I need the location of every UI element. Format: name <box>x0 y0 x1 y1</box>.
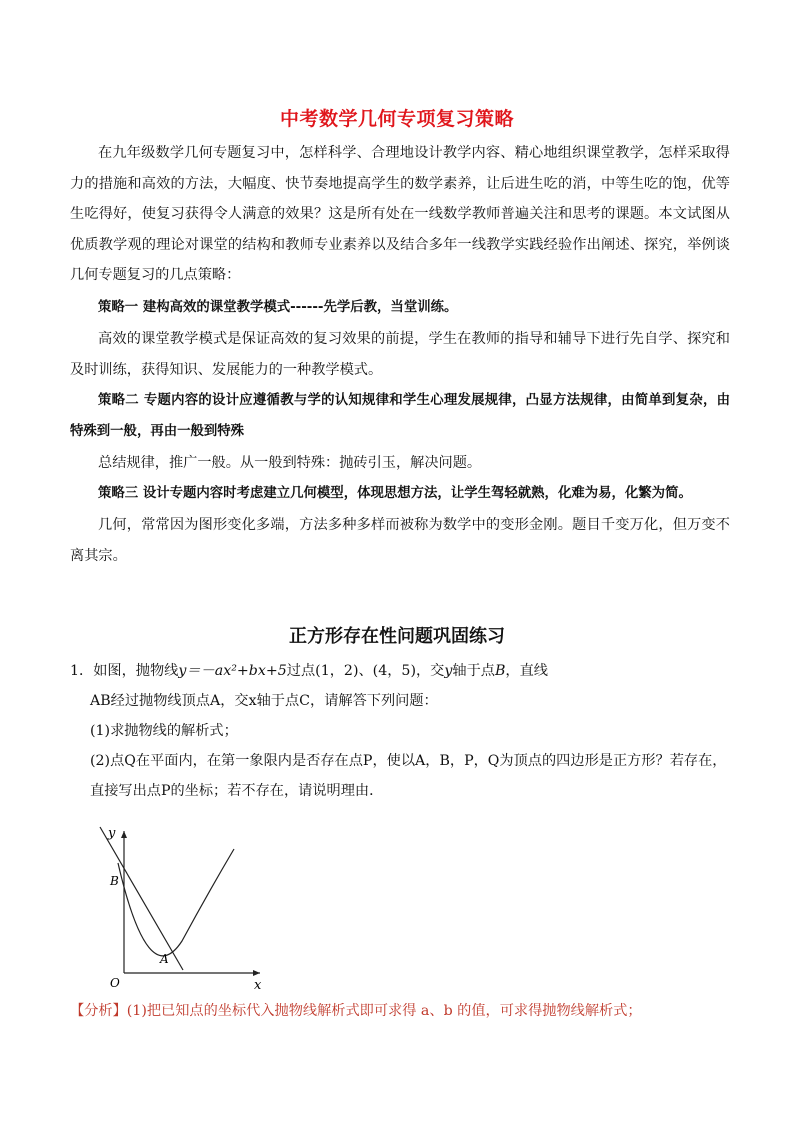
exercise-title: 正方形存在性问题巩固练习 <box>289 626 505 647</box>
strategy2-text: 总结规律，推广一般。从一般到特殊：抛砖引玉，解决问题。 <box>98 455 482 471</box>
analysis-text: (1)把已知点的坐标代入抛物线解析式即可求得 a、b 的值，可求得抛物线解析式； <box>126 1003 642 1019</box>
line-ab <box>100 827 183 970</box>
document-title: 中考数学几何专项复习策略 <box>279 108 514 130</box>
q1-formula: y＝－ax²+bx+5 <box>178 663 287 679</box>
label-y: y <box>108 826 116 841</box>
strategy1-heading: 策略一 建构高效的课堂教学模式------先学后教，当堂训练。 <box>98 300 458 315</box>
x-axis-arrow-icon <box>253 970 260 976</box>
strategy1-text: 高效的课堂教学模式是保证高效的复习效果的前提，学生在教师的指导和辅导下进行先自学、探究和及时训练，获得知识、发展能力的一种教学模式。 <box>70 331 730 378</box>
label-point-a: A <box>160 952 169 966</box>
q1-text-b: 过点(1，2)、(4，5)，交 <box>286 663 445 679</box>
q1-text-f: ，直线 <box>505 663 548 679</box>
question-number: 1． <box>70 663 94 679</box>
q1-text-a: 如图，抛物线 <box>93 663 179 679</box>
q1-text-d: 轴于点 <box>452 663 495 679</box>
q1-var-b: B <box>494 663 506 679</box>
q1-var-y: y <box>444 663 453 679</box>
label-point-b: B <box>110 874 119 888</box>
label-origin: O <box>110 976 120 990</box>
parabola-curve <box>118 849 234 956</box>
q1-part2: (2)点Q在平面内，在第一象限内是否存在点P，使以A，B，P，Q为顶点的四边形是正方形？若存在，直接写出点P的坐标；若不存在，请说明理由． <box>90 753 727 799</box>
intro-paragraph: 在九年级数学几何专题复习中，怎样科学、合理地设计教学内容、精心地组织课堂教学，怎样采取得力的措施和高效的方法，大幅度、快节奏地提高学生的数学素养，让后进生吃的消，中等生吃的饱，优等生吃得好，使复习获得令人满意的效果？这是所有处在一线数学教师普遍关注和思考的课题。本文试图从优质教学观的理论对课堂的结构和教师专业素养以及结合多年一线教学实践经验作出阐述、探究，举例谈几何专题复习的几点策略： <box>70 145 730 283</box>
strategy2-heading: 策略二 专题内容的设计应遵循教与学的认知规律和学生心理发展规律，凸显方法规律，由简单到复杂，由特殊到一般，再由一般到特殊 <box>70 393 730 439</box>
y-axis-arrow-icon <box>121 831 127 838</box>
analysis <box>70 1000 750 1020</box>
strategy3-text: 几何，常常因为图形变化多端，方法多种多样而被称为数学中的变形金刚。题目千变万化，但万变不离其宗。 <box>70 517 730 564</box>
analysis-tag: 【分析】 <box>70 1003 127 1019</box>
label-x: x <box>254 978 262 993</box>
question-1 <box>70 656 740 806</box>
q1-line2: AB经过抛物线顶点A，交x轴于点C，请解答下列问题： <box>90 693 438 709</box>
q1-part1: (1)求抛物线的解析式； <box>90 723 238 739</box>
parabola-figure <box>88 823 268 993</box>
strategy3-heading: 策略三 设计专题内容时考虑建立几何模型，体现思想方法，让学生驾轻就熟，化难为易，化繁为简。 <box>98 486 692 501</box>
